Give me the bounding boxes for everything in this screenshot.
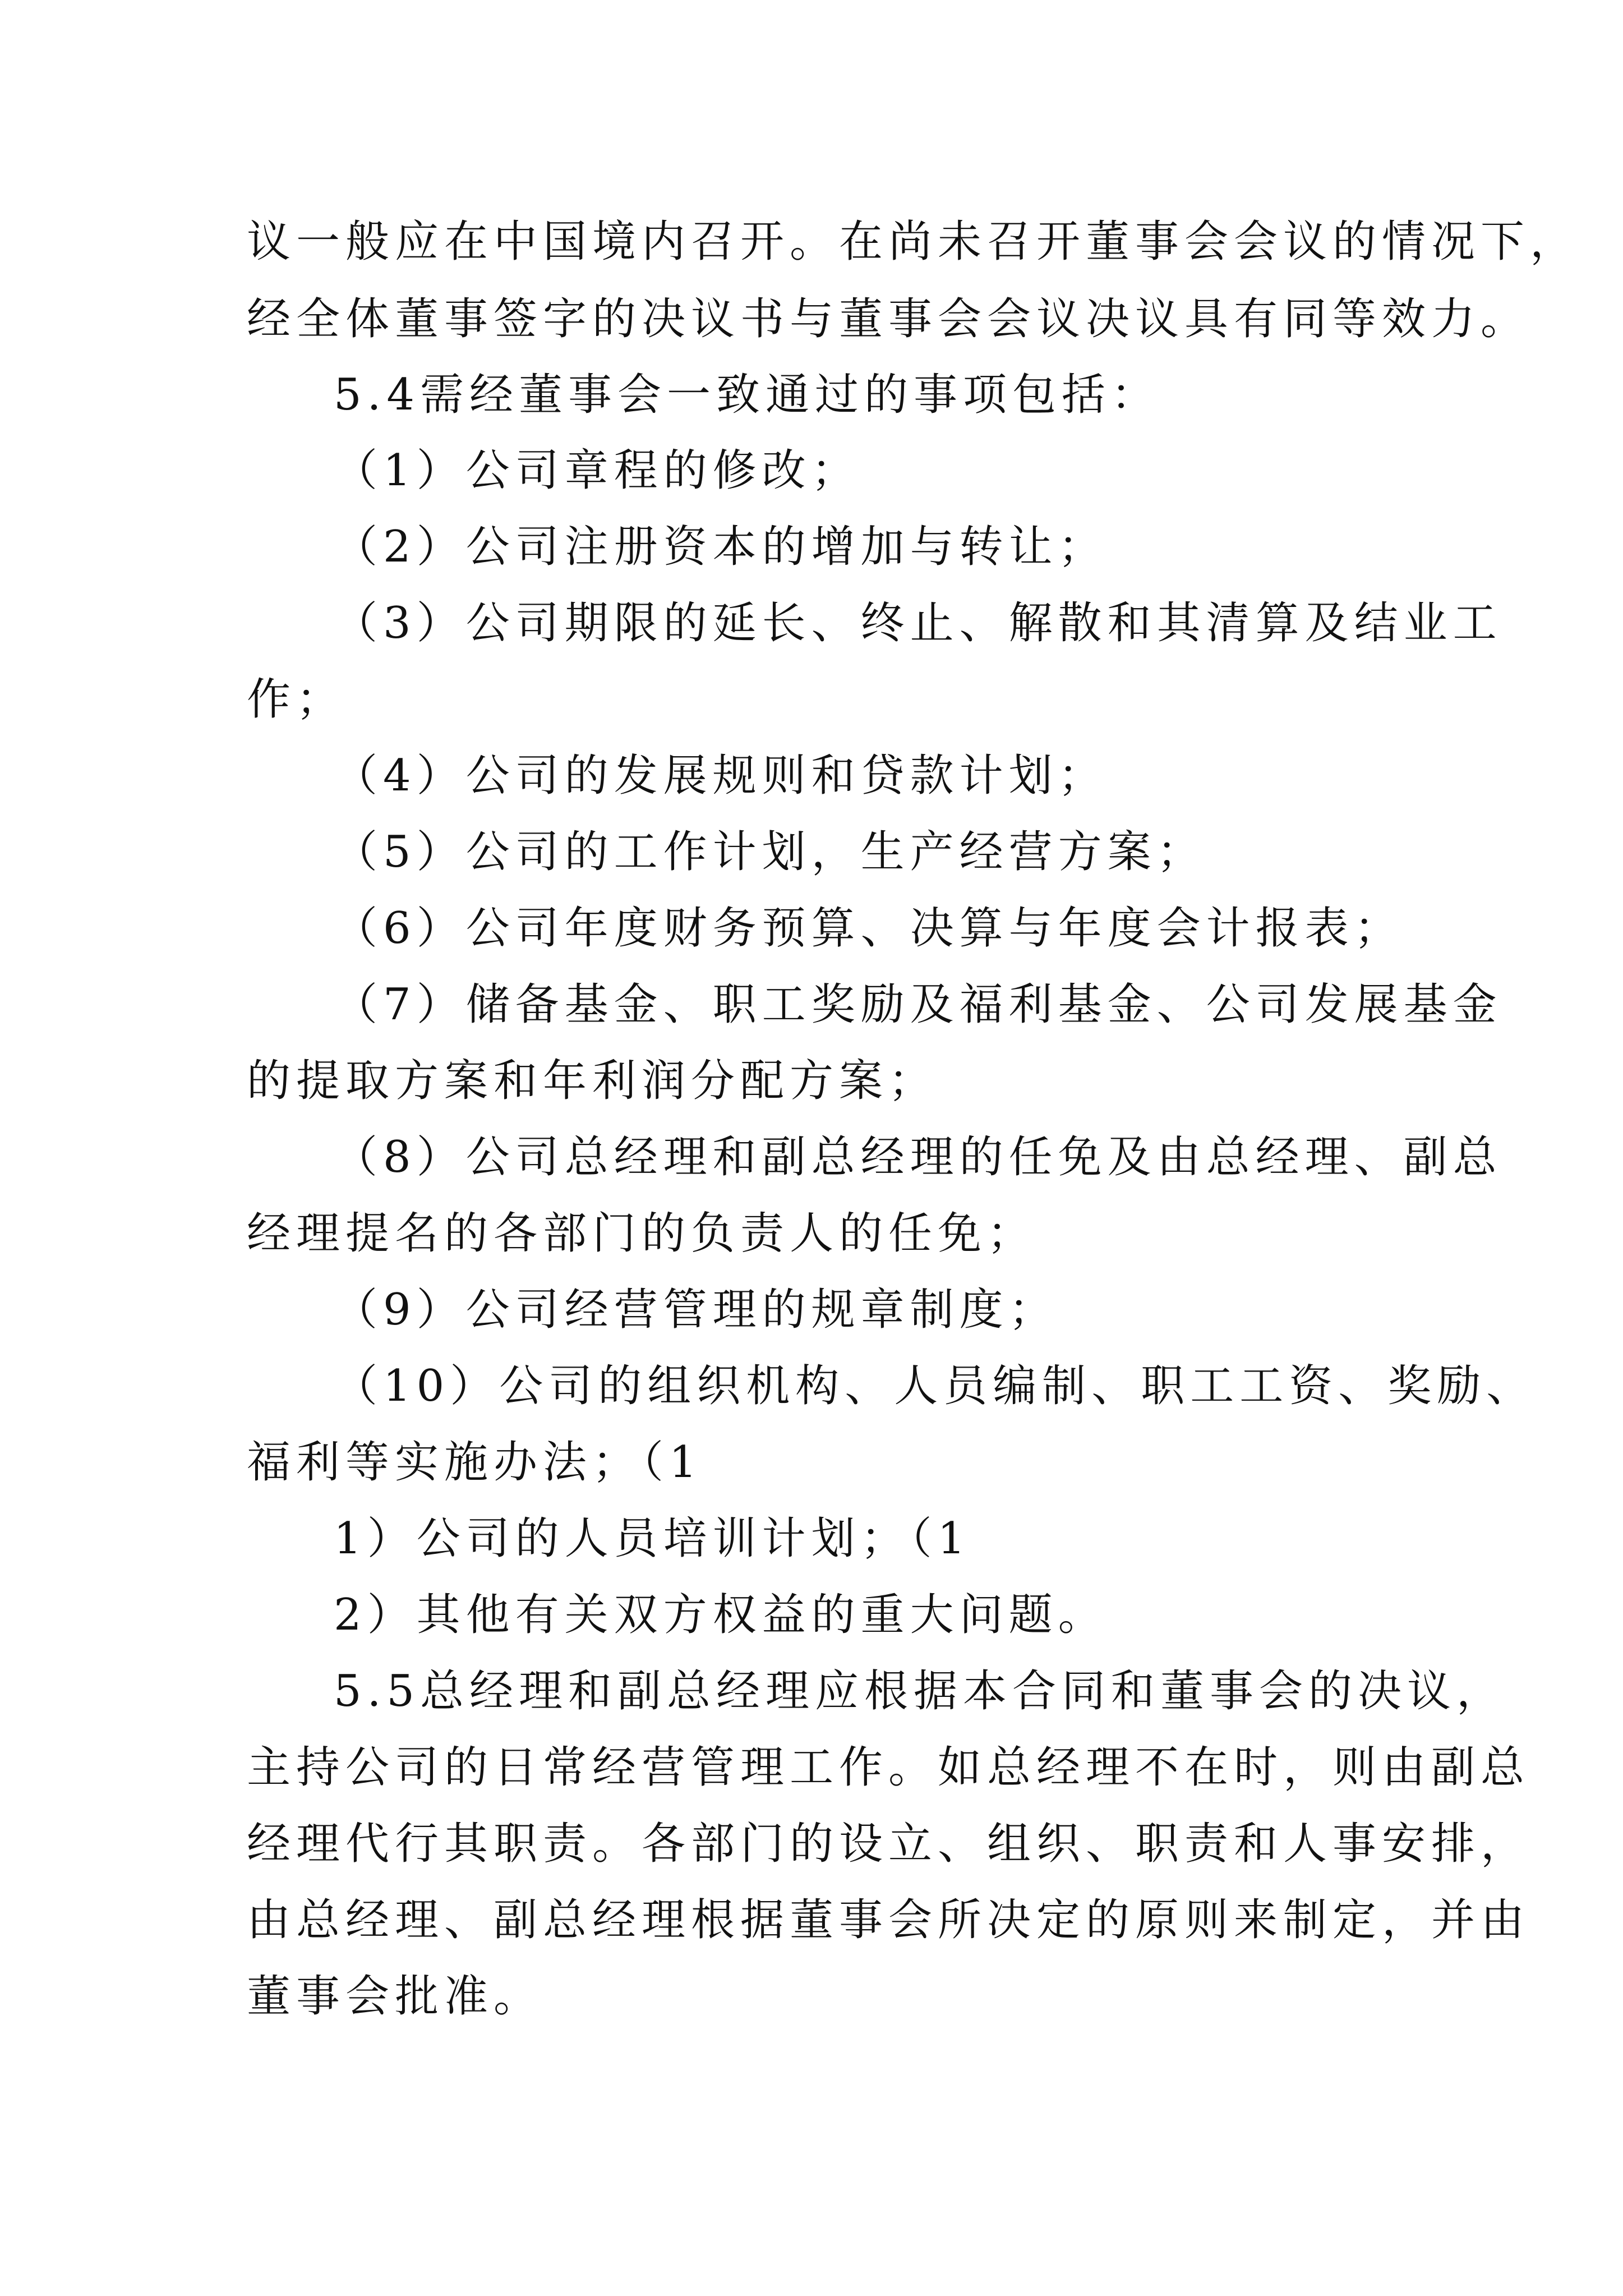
text-line: 主持公司的日常经营管理工作。如总经理不在时，则由副总 — [247, 1742, 1530, 1793]
list-item-continuation: 经理提名的各部门的负责人的任免； — [247, 1208, 1037, 1259]
list-item: （2）公司注册资本的增加与转让； — [334, 522, 1108, 572]
list-item: （3）公司期限的延长、终止、解散和其清算及结业工 — [334, 598, 1502, 648]
list-item: （9）公司经营管理的规章制度； — [334, 1285, 1058, 1335]
list-item-continuation: 福利等实施办法；（1 — [247, 1437, 703, 1488]
list-item: （5）公司的工作计划，生产经营方案； — [334, 827, 1206, 877]
list-item-continuation: 的提取方案和年利润分配方案； — [247, 1056, 938, 1106]
text-line: 议一般应在中国境内召开。在尚未召开董事会会议的情况下， — [247, 217, 1580, 267]
list-item: 2）其他有关双方权益的重大问题。 — [334, 1590, 1108, 1640]
list-item: （7）储备基金、职工奖励及福利基金、公司发展基金 — [334, 979, 1502, 1030]
list-item: （8）公司总经理和副总经理的任免及由总经理、副总 — [334, 1132, 1502, 1182]
list-item-continuation: 作； — [247, 674, 346, 725]
section-heading-5-5: 5.5总经理和副总经理应根据本合同和董事会的决议， — [334, 1666, 1506, 1717]
list-item: 1）公司的人员培训计划；（1 — [334, 1513, 971, 1564]
section-heading-5-4: 5.4需经董事会一致通过的事项包括： — [334, 370, 1161, 420]
text-line: 经全体董事签字的决议书与董事会会议决议具有同等效力。 — [247, 294, 1530, 344]
list-item: （6）公司年度财务预算、决算与年度会计报表； — [334, 903, 1404, 954]
list-item: （10）公司的组织机构、人员编制、职工工资、奖励、 — [334, 1361, 1536, 1411]
text-line: 经理代行其职责。各部门的设立、组织、职责和人事安排， — [247, 1819, 1530, 1869]
list-item: （4）公司的发展规则和贷款计划； — [334, 751, 1108, 801]
text-line: 由总经理、副总经理根据董事会所决定的原则来制定，并由 — [247, 1895, 1530, 1945]
list-item: （1）公司章程的修改； — [334, 445, 861, 496]
text-line: 董事会批准。 — [247, 1971, 543, 2022]
